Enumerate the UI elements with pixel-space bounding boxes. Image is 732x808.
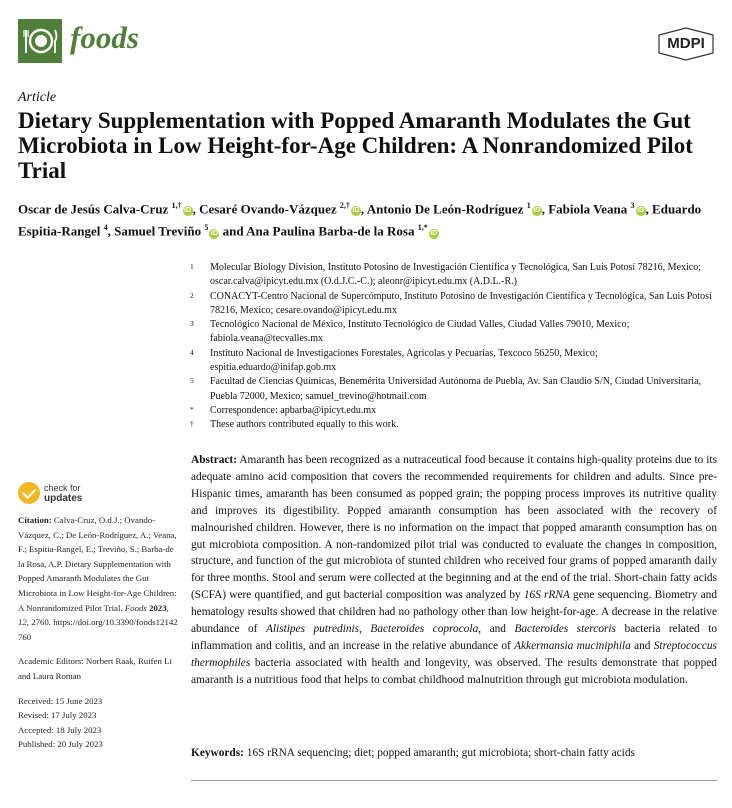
- affiliation-mark: 4: [190, 347, 194, 357]
- author-name: Fabiola Veana: [548, 201, 628, 217]
- affiliation-text: CONACYT-Centro Nacional de Supercómputo, Instituto Potosino de Investigación Científica y Tecnológica, San Luis Potosí 78216, Mexico; cesare.ovando@ipicyt.edu.mx: [210, 290, 712, 316]
- abstract-text: Amaranth has been recognized as a nutraceutical food because it contains high-quality proteins due to its adequate amino acid composition that covers the recommended requirements for children and adults. Since pre-Hispanic times, amaranth has been consumed as popped grain; the popping process improves its nutritive quality and improves its digestibility. Popped amaranth consumption has been associated with the recovery of malnourished children. However, there is no information on the impact that popped amaranth consumption has on gut microbiota composition. A non-randomized pilot trial was conducted to evaluate the changes in composition, structure, and function of the gut microbiota of stunted children who received four grams of popped amaranth daily for three months. Stool and serum were collected at the beginning and at the end of the trial. Short-chain fatty acids (SCFA) were quantified, and gut bacterial composition was analyzed by: [191, 454, 717, 602]
- publisher-logo: [657, 27, 715, 61]
- author-name: Eduardo Espitia-Rangel: [18, 201, 702, 239]
- abstract-italic: Alistipes putredinis: [265, 623, 360, 636]
- citation-doi-link[interactable]: https://doi.org/10.3390/foods12142760: [18, 617, 178, 642]
- affiliation-text: Tecnológico Nacional de México, Instituto Tecnológico de Ciudad Valles, Ciudad Valles 79010, Mexico; fabiola.veana@tecvalles.mx: [210, 319, 630, 345]
- orcid-icon[interactable]: iD: [184, 207, 192, 215]
- author-affil-mark: 1: [526, 201, 531, 210]
- affiliation-item: [190, 347, 720, 376]
- author-name: Antonio De León-Rodríguez: [366, 201, 524, 217]
- abstract-text: gene sequencing. Biometry and hematology results showed that children had no pathology other than low height-for-age. A decrease in the relative abundance of: [191, 589, 718, 636]
- affiliation-mark: 2: [190, 290, 194, 300]
- abstract: Abstract: Amaranth has been recognized as a nutraceutical food because it contains high-quality proteins due to its adequate amino acid composition that covers the recommended requirements for children and adults. Since pre-Hispanic times, amaranth has been consumed as popped grain; the popping process improves its nutritive quality and improves its digestibility. Popped amaranth consumption has been associated with the recovery of malnourished children. However, there is no information on the impact that popped amaranth consumption has on gut microbiota composition. A non-randomized pilot trial was conducted to evaluate the changes in composition, structure, and function of the gut microbiota of stunted children who received four grams of popped amaranth daily for three months. Stool and serum were collected at the beginning and at the end of the trial. Short-chain fatty acids (SCFA) were quantified, and gut bacterial composition was analyzed by 16S rRNA gene sequencing. Biometry and hematology results showed that children had no pathology other than low height-for-age. A decrease in the relative abundance of Alistipes putredinis, Bacteroides coprocola, and Bacteroides stercoris bacteria related to inflammation and colitis, and an increase in the relative abundance of Akkermansia muciniphila and Streptococcus thermophiles bacteria associated with health and longevity, was observed. The results demonstrate that popped amaranth is a nutritious food that helps to combat childhood malnutrition through gut microbiota modulation.: [191, 454, 718, 686]
- affiliation-mark: 5: [190, 376, 194, 386]
- affiliation-mark: 1: [190, 262, 194, 271]
- check-icon: [18, 482, 40, 504]
- affiliation-item: [190, 290, 720, 319]
- citation-pages: 2760.: [31, 617, 51, 628]
- affiliation-list: [190, 261, 720, 433]
- affiliation-item: [190, 318, 720, 347]
- author-name: Cesaré Ovando-Vázquez: [199, 201, 337, 217]
- authors-and: and: [222, 223, 244, 239]
- abstract-italic: 16S rRNA: [523, 589, 570, 602]
- keywords: [191, 745, 717, 761]
- affiliation-text: Correspondence: apbarba@ipicyt.edu.mx: [210, 404, 377, 416]
- citation-sidebar: [18, 513, 178, 752]
- keywords-text: 16S rRNA sequencing; diet; popped amaranth; gut microbiota; short-chain fatty acids: [246, 747, 635, 759]
- keywords-label: Keywords:: [191, 747, 244, 759]
- affiliation-text: Molecular Biology Division, Instituto Potosino de Investigación Científica y Tecnológica, San Luis Potosí 78216, Mexico; oscar.calva@ipicyt.edu.mx (O.d.J.C.-C.); aleonr@ipicyt.edu.mx (A.D.L.-R.): [210, 262, 702, 288]
- orcid-icon[interactable]: iD: [430, 229, 438, 237]
- abstract-italic: Streptococcus thermophiles: [191, 639, 717, 669]
- abstract-text: bacteria related to inflammation and colitis, and an increase in the relative abundance of: [191, 623, 718, 652]
- affiliation-item: [190, 418, 720, 432]
- abstract-text: bacteria associated with health and longevity, was observed. The results demonstrate that popped amaranth is a nutritious food that helps to combat childhood malnutrition through gut microbiota modulation.: [191, 656, 717, 686]
- publisher-name: MDPI: [667, 35, 705, 52]
- orcid-icon[interactable]: iD: [210, 229, 218, 237]
- journal-logo: [18, 19, 62, 63]
- abstract-label: Abstract:: [191, 454, 237, 466]
- affiliation-mark: †: [190, 419, 194, 429]
- citation-text: Calva-Cruz, O.d.J.; Ovando-Vázquez, C.; De León-Rodríguez, A.; Veana, F.; Espitia-Rangel, E.; Treviño, S.; Barba-de la Rosa, A.P. Dietary Supplementation with Popped Amaranth Modulates the Gut Microbiota in Low Height-for-Age Children: A Nonrandomized Pilot Trial.: [18, 515, 177, 613]
- affiliation-item: [190, 261, 720, 290]
- abstract-italic: Bacteroides stercoris: [514, 623, 616, 636]
- published-date: Published: 20 July 2023: [18, 739, 103, 750]
- affiliation-text: These authors contributed equally to this work.: [210, 419, 399, 431]
- citation-year: 2023: [149, 602, 167, 613]
- article-type: Article: [18, 90, 57, 105]
- affiliation-text: Facultad de Ciencias Químicas, Benemérita Universidad Autónoma de Puebla, Av. San Claudio S/N, Ciudad Universitaria, Puebla 72000, Mexico; samuel_trevino@hotmail.com: [210, 376, 702, 402]
- author-affil-mark: 4: [103, 223, 108, 233]
- received-date: Received: 15 June 2023: [18, 695, 103, 706]
- author-name: Samuel Treviño: [114, 223, 202, 239]
- author-affil-mark: 2,†: [339, 201, 350, 210]
- check-updates-line1: check for: [44, 483, 81, 493]
- affiliation-mark: *: [190, 404, 194, 414]
- revised-date: Revised: 17 July 2023: [18, 710, 97, 721]
- author-affil-mark: 5: [204, 223, 209, 233]
- section-divider: [191, 780, 717, 781]
- academic-editors: Academic Editors: Norbert Raak, Ruifen Li and Laura Roman: [18, 656, 172, 681]
- author-name: Ana Paulina Barba-de la Rosa: [246, 223, 415, 239]
- affiliation-item: [190, 404, 720, 418]
- affiliation-item: [190, 375, 720, 404]
- article-title: Dietary Supplementation with Popped Amaranth Modulates the Gut Microbiota in Low Height-for-Age Children: A Nonrandomized Pilot Trial: [18, 108, 693, 183]
- affiliation-text: Instituto Nacional de Investigaciones Forestales, Agrícolas y Pecuarias, Texcoco 56250, Mexico; espitia.eduardo@inifap.gob.mx: [210, 347, 598, 374]
- author-affil-mark: 1,*: [417, 223, 428, 233]
- author-list: Oscar de Jesús Calva-Cruz $^{1,\dagger}$iD , Cesaré Ovando-Vázquez $^{2,\dagger}$iD , Antonio De León-Rodríguez $^1$iD , Fabiola Veana $^3$iD , Eduardo Espitia-Rangel $^4$, Samuel Treviño $^5$iD and Ana Paulina Barba-de la Rosa $^{1,*}$iD: [18, 201, 702, 239]
- orcid-icon[interactable]: iD: [637, 207, 645, 215]
- author-name: Oscar de Jesús Calva-Cruz: [18, 201, 169, 217]
- citation-volume: 12: [18, 617, 27, 628]
- orcid-icon[interactable]: iD: [533, 207, 541, 215]
- check-for-updates-badge[interactable]: [18, 482, 118, 506]
- abstract-italic: Bacteroides coprocola: [370, 623, 479, 636]
- affiliation-mark: 3: [190, 319, 194, 329]
- abstract-italic: Akkermansia muciniphila: [514, 639, 631, 652]
- citation-block: Citation: Calva-Cruz, O.d.J.; Ovando-Vázquez, C.; De León-Rodríguez, A.; Veana, F.; Espitia-Rangel, E.; Treviño, S.; Barba-de la Rosa, A.P. Dietary Supplementation with Popped Amaranth Modulates the Gut Microbiota in Low Height-for-Age Children: A Nonrandomized Pilot Trial. Foods 2023, 12, 2760. https://doi.org/10.3390/foods12142760: [18, 515, 178, 642]
- orcid-icon[interactable]: iD: [352, 207, 360, 215]
- author-affil-mark: 1,†: [171, 201, 182, 210]
- journal-name: foods: [70, 20, 139, 55]
- author-affil-mark: 3: [630, 201, 635, 210]
- accepted-date: Accepted: 18 July 2023: [18, 724, 102, 735]
- citation-label: Citation:: [18, 515, 52, 525]
- citation-journal: Foods: [124, 602, 147, 613]
- check-updates-line2: updates: [44, 493, 83, 504]
- plate-utensils-icon: [18, 19, 62, 63]
